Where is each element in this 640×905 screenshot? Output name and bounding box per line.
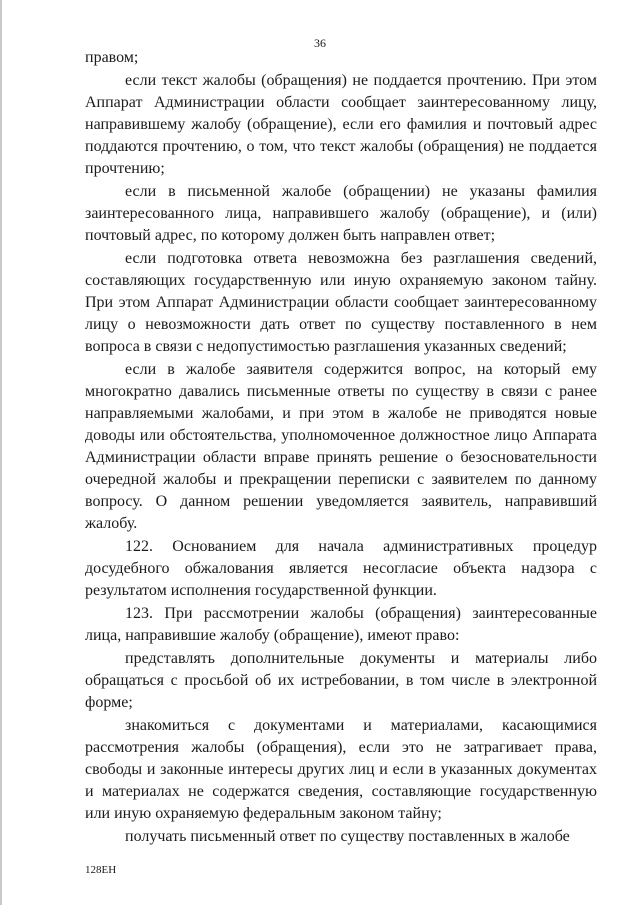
scan-edge bbox=[0, 0, 2, 905]
paragraph-repeated-complaint: если в жалобе заявителя содержится вопрос, на который ему многократно давались письменные ответы по существу в связи с ранее направляемыми жалобами, и при этом в жалобе не приводятся новые доводы или обстоятельства, уполномоченное должностное лицо Аппарата Администрации области вправе принять решение о безосновательности очередной жалобы и прекращении переписки с заявителем по данному вопросу. О данном решении уведомляется заявитель, направивший жалобу. bbox=[85, 361, 597, 532]
paragraph-clause-122: 122. Основанием для начала административных процедур досудебного обжалования является несогласие объекта надзора с результатом исполнения государственной функции. bbox=[85, 538, 597, 599]
paragraph-submit-documents: представлять дополнительные документы и материалы либо обращаться с просьбой об их истребовании, в том числе в электронной форме; bbox=[85, 650, 597, 711]
paragraph-clause-123: 123. При рассмотрении жалобы (обращения) заинтересованные лица, направившие жалобу (обращение), имеют право: bbox=[85, 605, 597, 644]
document-body bbox=[85, 47, 597, 849]
footer-code: 128ЕН bbox=[85, 864, 117, 876]
paragraph-unreadable-text: если текст жалобы (обращения) не поддается прочтению. При этом Аппарат Администрации области сообщает заинтересованному лицу, направившему жалобу (обращение), если его фамилия и почтовый адрес поддаются прочтению, о том, что текст жалобы (обращения) не поддается прочтению; bbox=[85, 72, 597, 177]
paragraph-continuation: правом; bbox=[85, 49, 139, 66]
paragraph-state-secret: если подготовка ответа невозможна без разглашения сведений, составляющих государственную или иную охраняемую законом тайну. При этом Аппарат Администрации области сообщает заинтересованному лицу о невозможности дать ответ по существу поставленного в нем вопроса в связи с недопустимостью разглашения указанных сведений; bbox=[85, 250, 597, 355]
page-number: 36 bbox=[314, 36, 326, 50]
paragraph-missing-name-address: если в письменной жалобе (обращении) не указаны фамилия заинтересованного лица, направившего жалобу (обращение), и (или) почтовый адрес, по которому должен быть направлен ответ; bbox=[85, 183, 597, 244]
paragraph-review-materials: знакомиться с документами и материалами, касающимися рассмотрения жалобы (обращения), если это не затрагивает права, свободы и законные интересы других лиц и если в указанных документах и материалах не содержатся сведения, составляющие государственную или иную охраняемую федеральным законом тайну; bbox=[85, 717, 597, 822]
paragraph-written-answer: получать письменный ответ по существу поставленных в жалобе bbox=[125, 828, 570, 845]
